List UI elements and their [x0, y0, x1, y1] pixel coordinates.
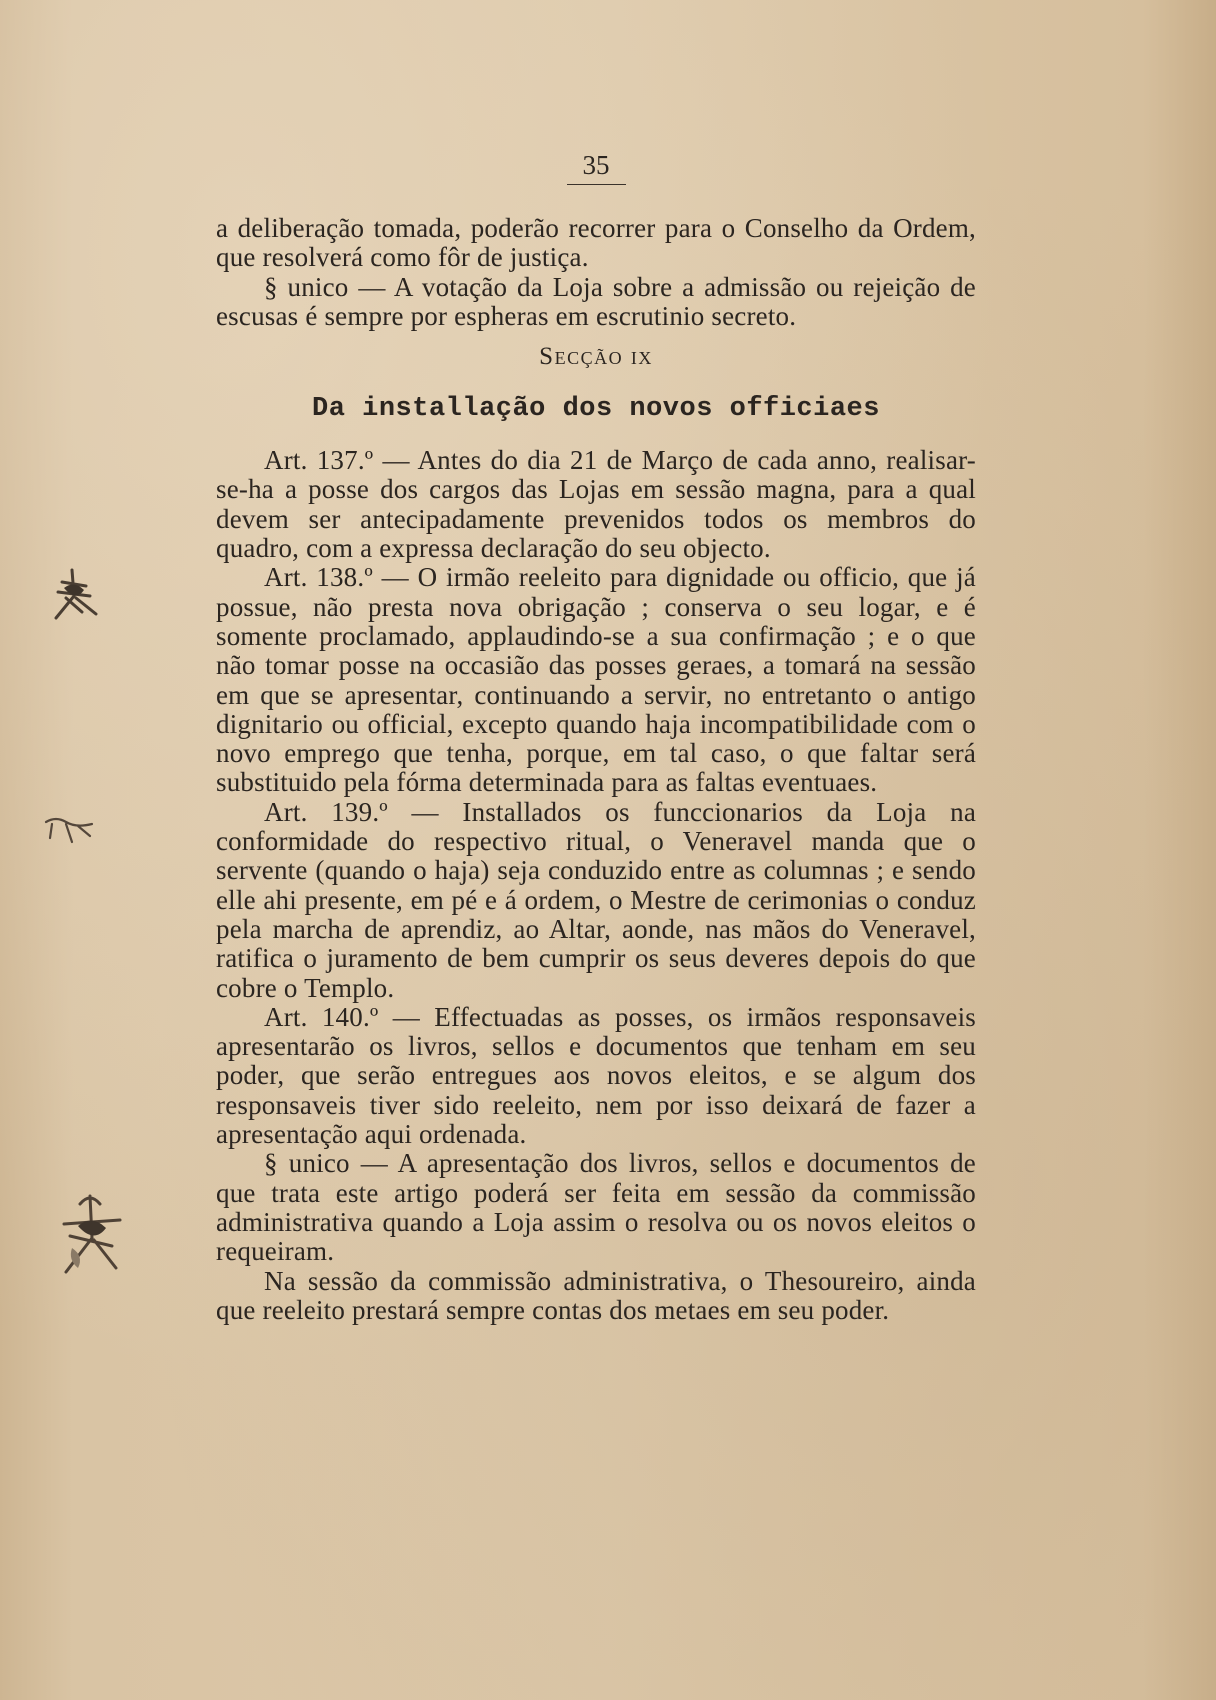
article-138: Art. 138.º — O irmão reeleito para dignidade ou officio, que já possue, não presta nova obrigação ; conserva o seu logar, e é somente proclamado, applaudindo-se a sua confirmação ; e o que não tomar posse na occasião das posses geraes, a tomará na sessão em que se apresentar, continuando a servir, no entretanto o antigo dignitario ou official, excepto quando haja incompatibilidade com o novo emprego que tenha, porque, em tal caso, o que faltar será substituido pela fórma determinada para as faltas eventuaes. [216, 562, 976, 798]
article-140-closing-paragraph: Na sessão da commissão administrativa, o Thesoureiro, ainda que reeleito prestará sempre contas dos metaes em seu poder. [216, 1265, 976, 1325]
page-number: 35 [216, 148, 976, 185]
margin-ornament-bottom [50, 1190, 132, 1285]
page-body [216, 214, 976, 1325]
section-heading: Da installação dos novos officiaes [312, 394, 880, 425]
article-140: Art. 140.º — Effectuadas as posses, os irmãos responsaveis apresentarão os livros, sellos e documentos que tenham em seu poder, que serão entregues aos novos eleitos, e se algum dos responsaveis tiver sido reeleito, nem por isso deixará de fazer a apresentação aqui ordenada. [216, 1001, 976, 1150]
article-139: Art. 139.º — Installados os funccionarios da Loja na conformidade do respectivo ritual, o Veneravel manda que o servente (quando o haja) seja conduzido entre as columnas ; e sendo elle ahi presente, em pé e á ordem, o Mestre de cerimonias o conduz pela marcha de aprendiz, ao Altar, aonde, nas mãos do Veneravel, ratifica o juramento de bem cumprir os seus deveres depois do que cobre o Templo. [216, 796, 976, 1003]
paragraph-1: a deliberação tomada, poderão recorrer para o Conselho da Ordem, que resolverá como fôr de justiça. [216, 213, 976, 273]
article-137: Art. 137.º — Antes do dia 21 de Março de cada anno, realisar-se-ha a posse dos cargos das Lojas em sessão magna, para a qual devem ser antecipadamente prevenidos todos os membros do quadro, com a expressa declaração do seu objecto. [216, 445, 976, 564]
section-label: Secção ix [539, 343, 653, 371]
margin-ornament-top [44, 566, 104, 633]
margin-ornament-middle [42, 812, 98, 853]
article-140-paragraph-unico: § unico — A apresentação dos livros, sellos e documentos de que trata este artigo poderá ser feita em sessão da commissão administrativa quando a Loja assim o resolva ou os novos eleitos o requeiram. [216, 1148, 976, 1267]
paragraph-2: § unico — A votação da Loja sobre a admissão ou rejeição de escusas é sempre por espheras em escrutinio secreto. [216, 271, 976, 331]
